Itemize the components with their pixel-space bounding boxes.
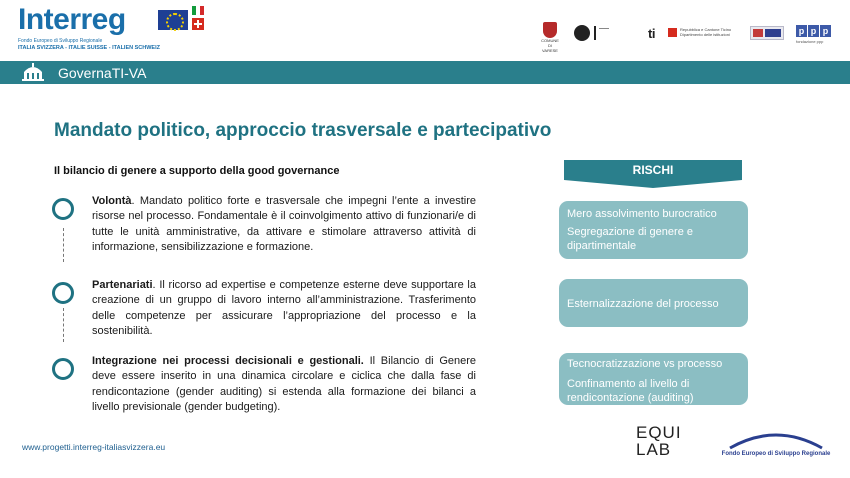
slide-title: Mandato politico, approccio trasversale e partecipativo xyxy=(54,120,552,141)
fesr-arc-icon xyxy=(726,428,826,450)
equilab-line-2: LAB xyxy=(636,440,672,459)
bullet-body: . Il ricorso ad expertise e competenze esterne deve supportare la creazione di un gruppo di lavoro interno all’amministrazione. Trasferimento delle competenze per assicurare l’appropriazione del processo e la sostenibilità. xyxy=(92,279,476,338)
risks-banner xyxy=(564,160,742,188)
risk-item: Esternalizzazione del processo xyxy=(567,298,719,310)
bullet-body: Il Bilancio di Genere deve essere inserito in una dinamica circolare e ciclica che dalla fase di rendicontazione (gender auditing) si estenda alla formazione dei bilanci a livello previsionale (gender budgeting). xyxy=(92,355,477,414)
circle-bullet-icon xyxy=(52,358,74,380)
risk-box-2 xyxy=(559,279,748,327)
bullet-heading: Partenariati xyxy=(92,279,153,291)
bullet-heading: Volontà xyxy=(92,195,132,207)
italy-flag-icon xyxy=(192,6,204,15)
risk-box-3 xyxy=(559,353,748,405)
fesr-logo xyxy=(716,428,836,462)
varese-label: COMUNE DI VARESE xyxy=(541,38,559,53)
risks-label: RISCHI xyxy=(632,163,674,177)
risk-item: Tecnocratizzazione vs processo xyxy=(567,358,723,370)
footer-url[interactable]: www.progetti.interreg-italiasvizzera.eu xyxy=(22,442,166,452)
interreg-logo xyxy=(18,4,218,56)
risk-item: Mero assolvimento burocratico xyxy=(567,208,717,220)
project-name: GovernaTI-VA xyxy=(58,65,147,81)
bullet-text xyxy=(92,354,476,416)
slide-subtitle: Il bilancio di genere a supporto della good governance xyxy=(54,165,340,177)
ticino-mark: ti xyxy=(648,26,655,41)
ticino-flag-icon xyxy=(668,28,677,37)
crest-icon xyxy=(543,22,557,38)
box-logo-icon xyxy=(750,26,784,40)
partner-logos xyxy=(540,22,840,52)
interreg-wordmark: Interreg xyxy=(18,3,126,36)
bullet-body: . Mandato politico forte e trasversale che impegni l’ente a investire risorse nel processo. Fondamentale è il coinvolgimento attivo di funzionari/e di tutte le unità amministrative, da attivare e stimolare attraverso attività di informazione, sensibilizzazione e formazione. xyxy=(92,195,476,254)
risk-item: Confinamento al livello di rendicontazione (auditing) xyxy=(567,378,694,404)
interreg-countries-label: ITALIA SVIZZERA - ITALIE SUISSE - ITALIEN SCHWEIZ xyxy=(18,45,160,51)
bullet-list xyxy=(52,194,482,424)
risk-item: Segregazione di genere e dipartimentale xyxy=(567,226,693,252)
bullet-heading: Integrazione nei processi decisionali e gestionali. xyxy=(92,355,364,367)
dome-icon xyxy=(18,59,48,84)
ticino-logo xyxy=(648,22,738,44)
dashed-connector xyxy=(63,228,64,262)
flags-icon xyxy=(192,6,204,34)
equilab-logo xyxy=(636,424,692,462)
bullet-text xyxy=(92,194,476,256)
circle-bullet-icon xyxy=(52,198,74,220)
ticino-label: Repubblica e Cantone Ticino Dipartimento delle istituzioni xyxy=(680,27,732,37)
interreg-fund-label: Fondo Europeo di Sviluppo Regionale xyxy=(18,38,103,44)
ppp-logo: p p p fondazione ppp xyxy=(796,22,834,44)
eu-flag-icon xyxy=(158,10,188,30)
equilab-line-1: EQUI xyxy=(636,423,682,442)
dashed-connector xyxy=(63,308,64,342)
partner-circle-logo xyxy=(574,22,614,44)
project-title-bar xyxy=(0,61,850,84)
circle-bullet-icon xyxy=(52,282,74,304)
header xyxy=(0,0,850,60)
fesr-label: Fondo Europeo di Sviluppo Regionale xyxy=(721,451,831,457)
ppp-label: fondazione ppp xyxy=(796,39,824,44)
swiss-flag-icon xyxy=(192,18,204,30)
varese-crest-logo xyxy=(540,22,560,53)
bullet-text xyxy=(92,278,476,340)
risk-box-1 xyxy=(559,201,748,259)
partner-box-logo xyxy=(750,22,786,44)
circle-logo-icon xyxy=(574,25,590,41)
